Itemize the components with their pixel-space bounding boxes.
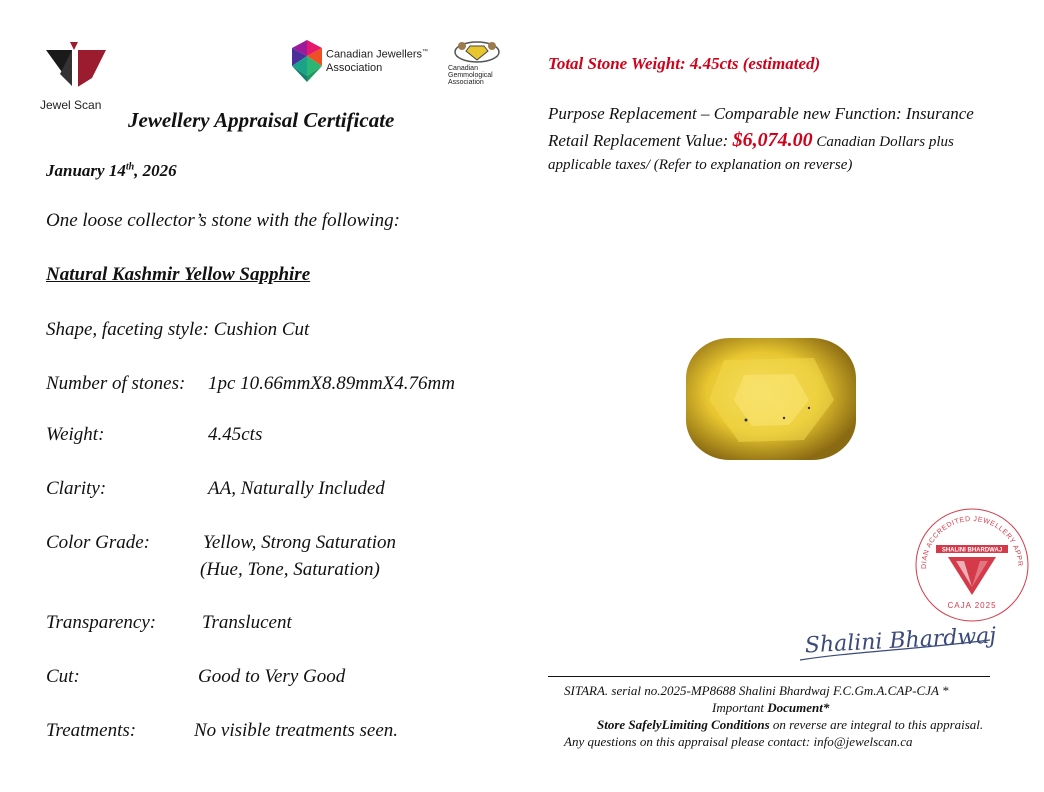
- retail-line2: applicable taxes/ (Refer to explanation on reverse): [548, 157, 853, 173]
- total-stone-weight: Total Stone Weight: 4.45cts (estimated): [548, 54, 821, 73]
- certificate-title: Jewellery Appraisal Certificate: [128, 108, 395, 132]
- seal-arc-text: DIAN ACCREDITED JEWELLERY APPR: [920, 515, 1024, 570]
- retail-amount: $6,074.00: [732, 129, 813, 151]
- color-value-2: (Hue, Tone, Saturation): [200, 559, 380, 580]
- date-year: , 2026: [134, 161, 177, 180]
- clarity-label: Clarity:: [46, 478, 107, 499]
- cja-name-line2: Association: [326, 61, 383, 74]
- number-value: 1pc 10.66mmX8.89mmX4.76mm: [208, 373, 455, 394]
- color-value: Yellow, Strong Saturation: [203, 532, 397, 553]
- signature-line: [548, 676, 990, 677]
- seal-bottom: CAJA 2025: [947, 601, 997, 610]
- footer-line1: SITARA. serial no.2025-MP8688 Shalini Bhardwaj F.C.Gm.A.CAP-CJA *: [564, 683, 949, 698]
- date-suffix: th: [125, 161, 135, 173]
- jewelscan-name: Jewel Scan: [40, 98, 102, 112]
- cut-label: Cut:: [46, 666, 80, 687]
- jewelscan-logo: [36, 38, 116, 112]
- footer-line2: [712, 700, 829, 716]
- cga-logo: [446, 38, 510, 90]
- footer-line4: Any questions on this appraisal please contact: info@jewelscan.ca: [564, 734, 913, 749]
- retail-value-line: [548, 129, 954, 152]
- retail-prefix: Retail Replacement Value:: [548, 131, 733, 150]
- date-main: January 14: [46, 161, 126, 180]
- treatments-label: Treatments:: [46, 720, 137, 741]
- seal-name: SHALINI BHARDWAJ: [941, 547, 1003, 554]
- purpose-line: Purpose Replacement – Comparable new Function: Insurance: [548, 104, 974, 123]
- cja-name-line1: Canadian Jewellers: [326, 48, 422, 61]
- footer-line3: [597, 717, 983, 733]
- cja-hexagon-icon: [290, 38, 324, 84]
- certificate-date: [46, 161, 177, 181]
- color-label: Color Grade:: [46, 532, 150, 553]
- stone-name: Natural Kashmir Yellow Sapphire: [46, 264, 311, 285]
- retail-suffix: Canadian Dollars plus: [812, 134, 954, 150]
- cga-name-line2: Gemmological: [448, 72, 493, 79]
- cja-tm: ™: [422, 49, 428, 55]
- footer-line2-bold: Document*: [767, 700, 830, 715]
- cga-name-line1: Canadian: [448, 65, 478, 72]
- transparency-value: Translucent: [202, 612, 292, 633]
- stone-photo: [684, 330, 859, 465]
- signature: [790, 620, 1000, 670]
- footer-line3-bold: Store SafelyLimiting Conditions: [597, 717, 770, 732]
- treatments-value: No visible treatments seen.: [194, 720, 399, 741]
- transparency-label: Transparency:: [46, 612, 157, 633]
- number-label: Number of stones:: [46, 373, 186, 394]
- weight-label: Weight:: [46, 424, 105, 445]
- appraiser-seal: [912, 505, 1032, 625]
- footer-line2-prefix: Important: [712, 700, 768, 715]
- cja-logo: [290, 38, 440, 86]
- shape-line: Shape, faceting style: Cushion Cut: [46, 319, 310, 340]
- signature-text: Shalini Bhardwaj: [804, 623, 997, 659]
- cut-value: Good to Very Good: [198, 666, 346, 687]
- jewelscan-gem-icon: [36, 38, 116, 94]
- cga-crest-icon: [452, 38, 502, 64]
- cga-name-line3: Association: [448, 79, 484, 86]
- weight-value: 4.45cts: [208, 424, 263, 445]
- footer-line3-rest: on reverse are integral to this appraisal.: [769, 717, 984, 732]
- clarity-value: AA, Naturally Included: [208, 478, 385, 499]
- intro-text: One loose collector’s stone with the following:: [46, 210, 400, 231]
